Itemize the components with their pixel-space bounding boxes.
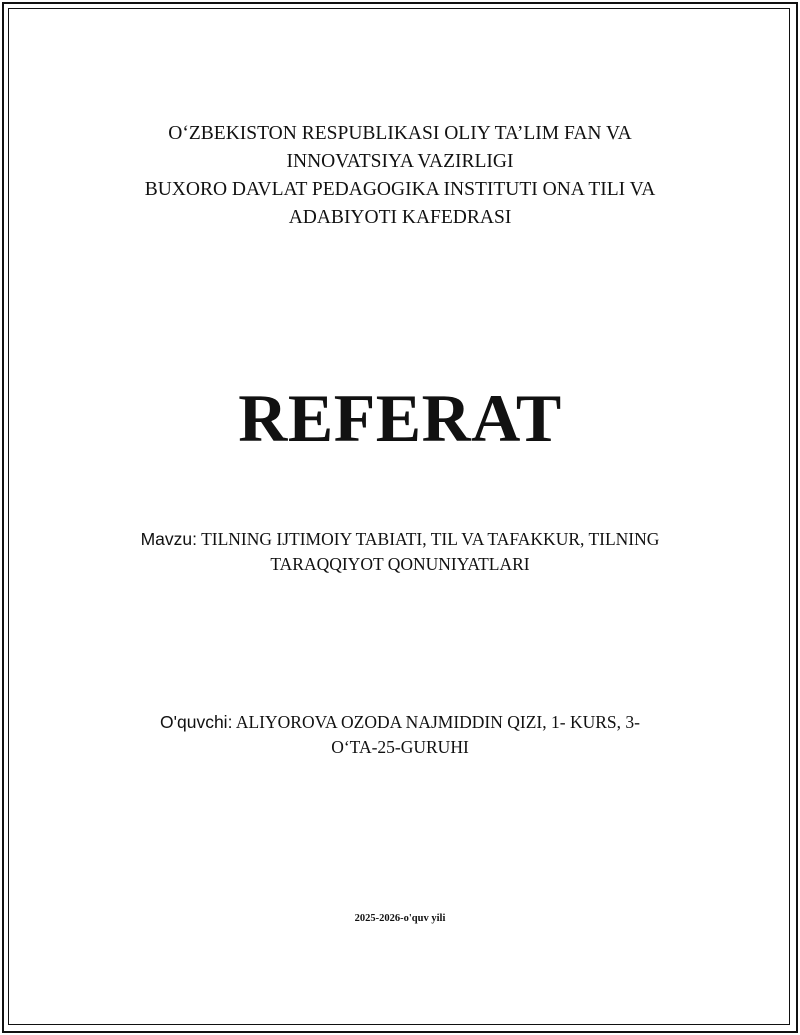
header-line-4: ADABIYOTI KAFEDRASI — [288, 207, 512, 228]
header-line-1: O‘ZBEKISTON RESPUBLIKASI OLIY TA’LIM FAN VA — [168, 123, 632, 144]
header-line-2: INNOVATSIYA VAZIRLIGI — [286, 151, 514, 172]
student-label: O'quvchi: — [160, 712, 233, 732]
student-value: ALIYOROVA OZODA NAJMIDDIN QIZI, 1- KURS, 3-O‘TA-25-GURUHI — [235, 712, 640, 757]
topic-label: Mavzu: — [140, 529, 197, 549]
academic-year: 2025-2026-o'quv yili — [354, 913, 446, 924]
header-line-3: BUXORO DAVLAT PEDAGOGIKA INSTITUTI ONA TILI VA — [144, 179, 656, 200]
topic-value: TILNING IJTIMOIY TABIATI, TIL VA TAFAKKUR, TILNING TARAQQIYOT QONUNIYATLARI — [201, 529, 660, 574]
institution-header — [0, 120, 800, 232]
topic-section — [0, 527, 800, 577]
student-section — [0, 710, 800, 760]
document-title: REFERAT — [238, 380, 562, 456]
